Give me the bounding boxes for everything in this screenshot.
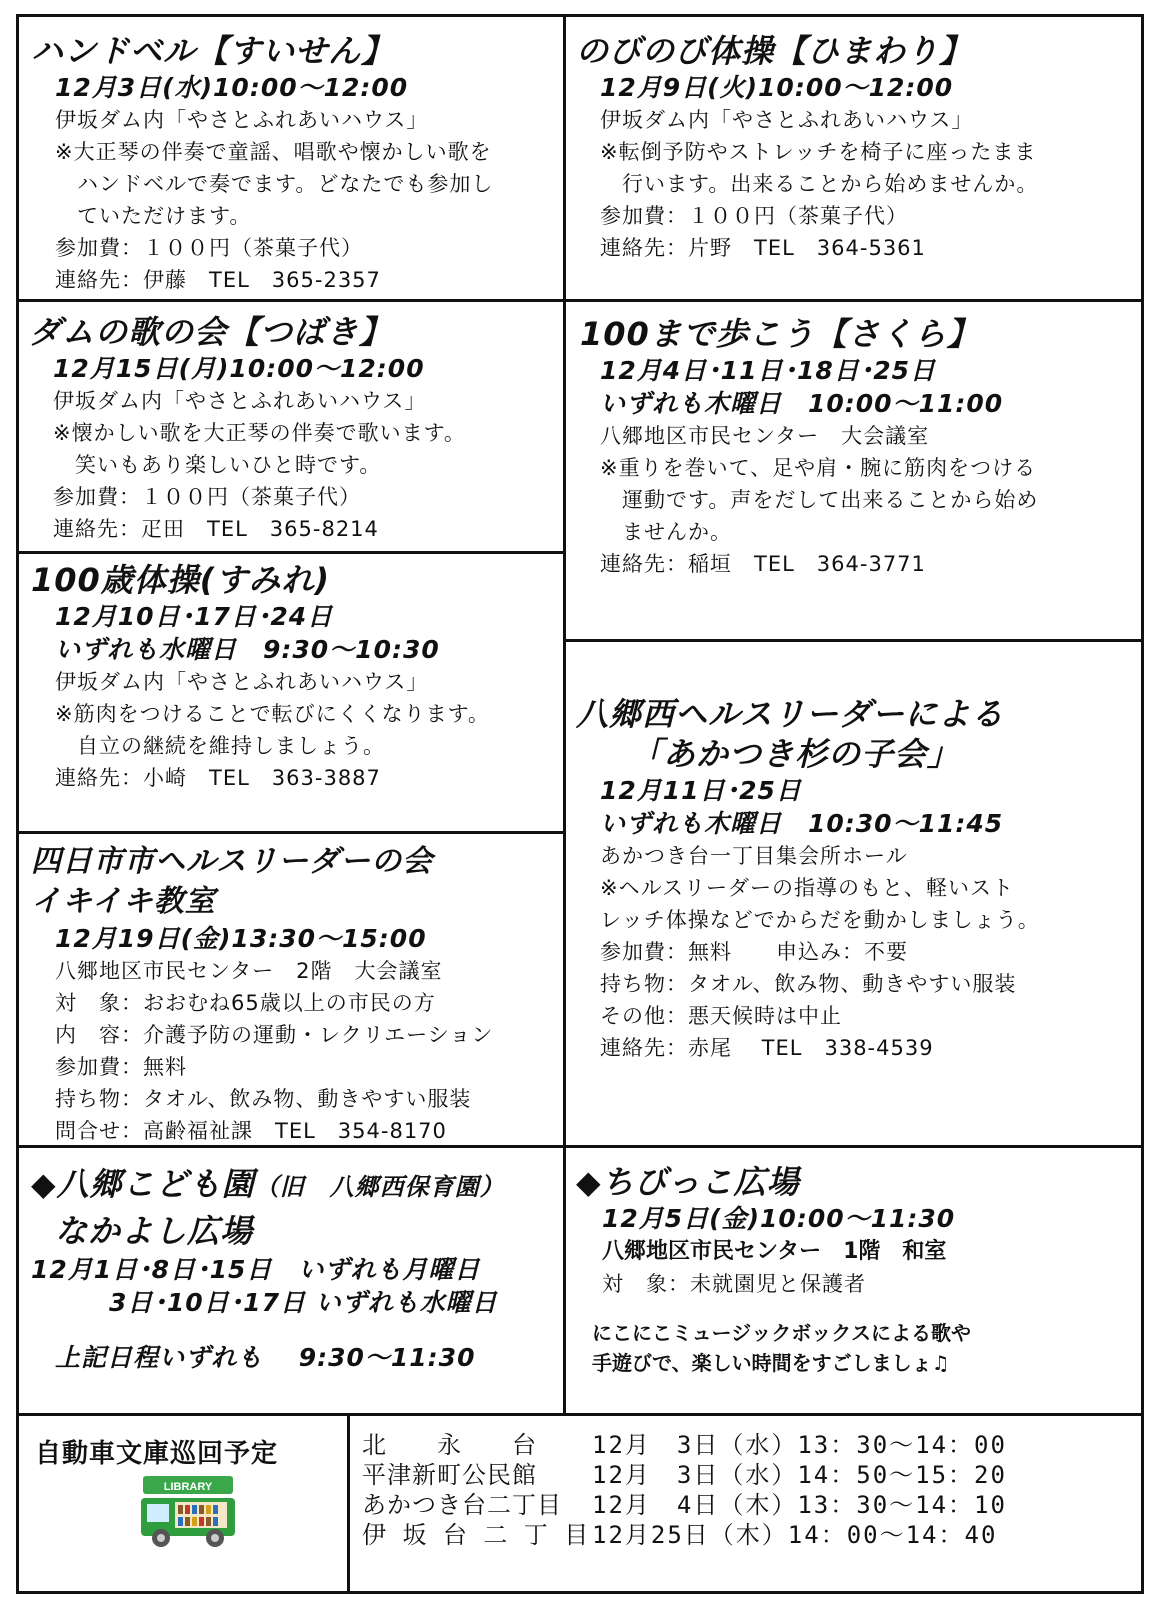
schedule-row	[362, 1430, 1141, 1460]
kodomoen-subtitle: なかよし広場	[55, 1212, 254, 1250]
schedule-time: 12月 4日（木）13：30～14：10	[592, 1491, 1007, 1519]
nobinobi-date: 12月9日(火)10:00～12:00	[600, 73, 954, 102]
schedule-time: 12月25日（木）14：00～14：40	[592, 1521, 998, 1549]
nobinobi-place: 伊坂ダム内「やさとふれあいハウス」	[600, 108, 974, 132]
akatsuki-items: 持ち物：タオル、飲み物、動きやすい服装	[600, 972, 1017, 996]
kodomoen-title-main: ◆八郷こども園	[31, 1165, 255, 1203]
akatsuki-title: 八郷西ヘルスリーダーによる	[576, 695, 1005, 733]
akatsuki-other: その他：悪天候時は中止	[600, 1004, 842, 1028]
library-section	[19, 1413, 347, 1591]
chibikko-place: 八郷地区市民センター 1階 和室	[602, 1239, 947, 1264]
walk100-contact: 連絡先：稲垣 TEL 364-3771	[600, 552, 926, 576]
walk100-note: 運動です。声をだして出来ることから始め	[622, 488, 1039, 512]
dam-song-contact: 連絡先：疋田 TEL 365-8214	[53, 517, 379, 541]
akatsuki-dates: 12月11日･25日	[600, 776, 802, 805]
nobinobi-fee: 参加費：１００円（茶菓子代）	[600, 204, 908, 228]
handbell-contact: 連絡先：伊藤 TEL 365-2357	[55, 268, 381, 292]
schedule-time: 12月 3日（水）14：50～15：20	[592, 1461, 1007, 1489]
kodomoen-monday-dates: 12月1日･8日･15日 いずれも月曜日	[31, 1255, 481, 1284]
kodomoen-section	[19, 1145, 563, 1413]
sumire-dates: 12月10日･17日･24日	[55, 602, 334, 631]
ikiiki-subtitle: イキイキ教室	[31, 884, 216, 919]
schedule-place: 伊 坂 台 二 丁 目	[362, 1521, 590, 1549]
chibikko-note: にこにこミュージックボックスによる歌や	[592, 1321, 971, 1345]
library-bus-icon	[137, 1470, 239, 1552]
sumire-note: 自立の継続を維持しましょう。	[77, 734, 385, 758]
walk100-title: 100まで歩こう【さくら】	[580, 315, 980, 353]
handbell-place: 伊坂ダム内「やさとふれあいハウス」	[55, 108, 429, 132]
ikiiki-contact: 問合せ：高齢福祉課 TEL 354-8170	[55, 1119, 447, 1143]
walk100-note: ませんか。	[622, 520, 732, 544]
akatsuki-note: ※ヘルスリーダーの指導のもと、軽いスト	[600, 876, 1014, 900]
akatsuki-subtitle: 「あかつき杉の子会」	[630, 735, 961, 773]
akatsuki-fee: 参加費：無料 申込み：不要	[600, 940, 908, 964]
dam-song-date: 12月15日(月)10:00～12:00	[53, 354, 425, 383]
handbell-section	[19, 17, 563, 299]
handbell-title: ハンドベル【すいせん】	[31, 32, 395, 70]
ikiiki-fee: 参加費：無料	[55, 1055, 187, 1079]
ikiiki-target: 対 象：おおむね65歳以上の市民の方	[55, 991, 436, 1015]
ikiiki-content: 内 容：介護予防の運動・レクリエーション	[55, 1023, 494, 1047]
sumire-note: ※筋肉をつけることで転びにくくなります。	[55, 702, 490, 726]
walk100-section	[563, 299, 1141, 639]
akatsuki-section	[563, 639, 1141, 1145]
ikiiki-date: 12月19日(金)13:30～15:00	[55, 924, 427, 953]
nobinobi-section	[563, 17, 1141, 299]
schedule-time: 12月 3日（水）13：30～14：00	[592, 1431, 1007, 1459]
dam-song-fee: 参加費：１００円（茶菓子代）	[53, 485, 361, 509]
dam-song-title: ダムの歌の会【つばき】	[29, 313, 393, 351]
kodomoen-title	[31, 1164, 563, 1207]
nobinobi-contact: 連絡先：片野 TEL 364-5361	[600, 236, 926, 260]
handbell-fee: 参加費：１００円（茶菓子代）	[55, 236, 363, 260]
nobinobi-note: ※転倒予防やストレッチを椅子に座ったまま	[600, 140, 1037, 164]
ikiiki-section	[19, 831, 563, 1145]
chibikko-title: ◆ちびっこ広場	[576, 1163, 800, 1201]
kodomoen-title-sub: （旧 八郷西保育園）	[254, 1173, 505, 1201]
schedule-row	[362, 1490, 1141, 1520]
handbell-note: ハンドベルで奏でます。どなたでも参加し	[77, 172, 494, 196]
handbell-note: ※大正琴の伴奏で童謡、唱歌や懐かしい歌を	[55, 140, 492, 164]
schedule-place: 平津新町公民館	[362, 1461, 537, 1489]
nobinobi-note: 行います。出来ることから始めませんか。	[622, 172, 1039, 196]
ikiiki-title: 四日市市ヘルスリーダーの会	[31, 844, 434, 879]
dam-song-note: ※懐かしい歌を大正琴の伴奏で歌います。	[53, 421, 466, 445]
flyer-sheet	[16, 14, 1144, 1594]
sumire-place: 伊坂ダム内「やさとふれあいハウス」	[55, 670, 429, 694]
akatsuki-note: レッチ体操などでからだを動かしましょう。	[600, 908, 1040, 932]
sumire-section	[19, 551, 563, 831]
library-bus-sign-text: LIBRARY	[163, 1481, 213, 1493]
ikiiki-place: 八郷地区市民センター 2階 大会議室	[55, 959, 443, 983]
sumire-title: 100歳体操(すみれ)	[31, 561, 331, 599]
handbell-note: ていただけます。	[77, 204, 252, 228]
sumire-contact: 連絡先：小崎 TEL 363-3887	[55, 766, 381, 790]
library-schedule	[347, 1413, 1141, 1591]
kodomoen-wednesday-dates: 3日･10日･17日 いずれも水曜日	[109, 1288, 498, 1317]
library-title: 自動車文庫巡回予定	[35, 1439, 279, 1469]
walk100-dates: 12月4日･11日･18日･25日	[600, 356, 937, 385]
schedule-row	[362, 1520, 1141, 1550]
walk100-note: ※重りを巻いて、足や肩・腕に筋肉をつける	[600, 456, 1037, 480]
handbell-date: 12月3日(水)10:00～12:00	[55, 73, 409, 102]
kodomoen-time: 上記日程いずれも 9:30～11:30	[55, 1343, 476, 1372]
nobinobi-title: のびのび体操【ひまわり】	[576, 32, 973, 70]
chibikko-section	[563, 1145, 1141, 1413]
schedule-row	[362, 1460, 1141, 1490]
chibikko-note: 手遊びで、楽しい時間をすごしましょ♫	[592, 1351, 950, 1375]
schedule-place: 北 永 台	[362, 1431, 537, 1459]
dam-song-place: 伊坂ダム内「やさとふれあいハウス」	[53, 389, 427, 413]
walk100-place: 八郷地区市民センター 大会議室	[600, 424, 930, 448]
schedule-place: あかつき台二丁目	[362, 1491, 562, 1519]
walk100-time: いずれも木曜日 10:00～11:00	[600, 389, 1004, 418]
library-bus-window	[147, 1504, 169, 1522]
dam-song-note: 笑いもあり楽しいひと時です。	[75, 453, 382, 477]
ikiiki-items: 持ち物：タオル、飲み物、動きやすい服装	[55, 1087, 472, 1111]
akatsuki-time: いずれも木曜日 10:30～11:45	[600, 809, 1004, 838]
sumire-time: いずれも水曜日 9:30～10:30	[55, 635, 440, 664]
akatsuki-place: あかつき台一丁目集会所ホール	[600, 844, 908, 868]
dam-song-section	[19, 299, 563, 551]
chibikko-date: 12月5日(金)10:00～11:30	[602, 1204, 956, 1233]
akatsuki-contact: 連絡先：赤尾 TEL 338-4539	[600, 1036, 934, 1060]
chibikko-target: 対 象：未就園児と保護者	[602, 1272, 866, 1296]
